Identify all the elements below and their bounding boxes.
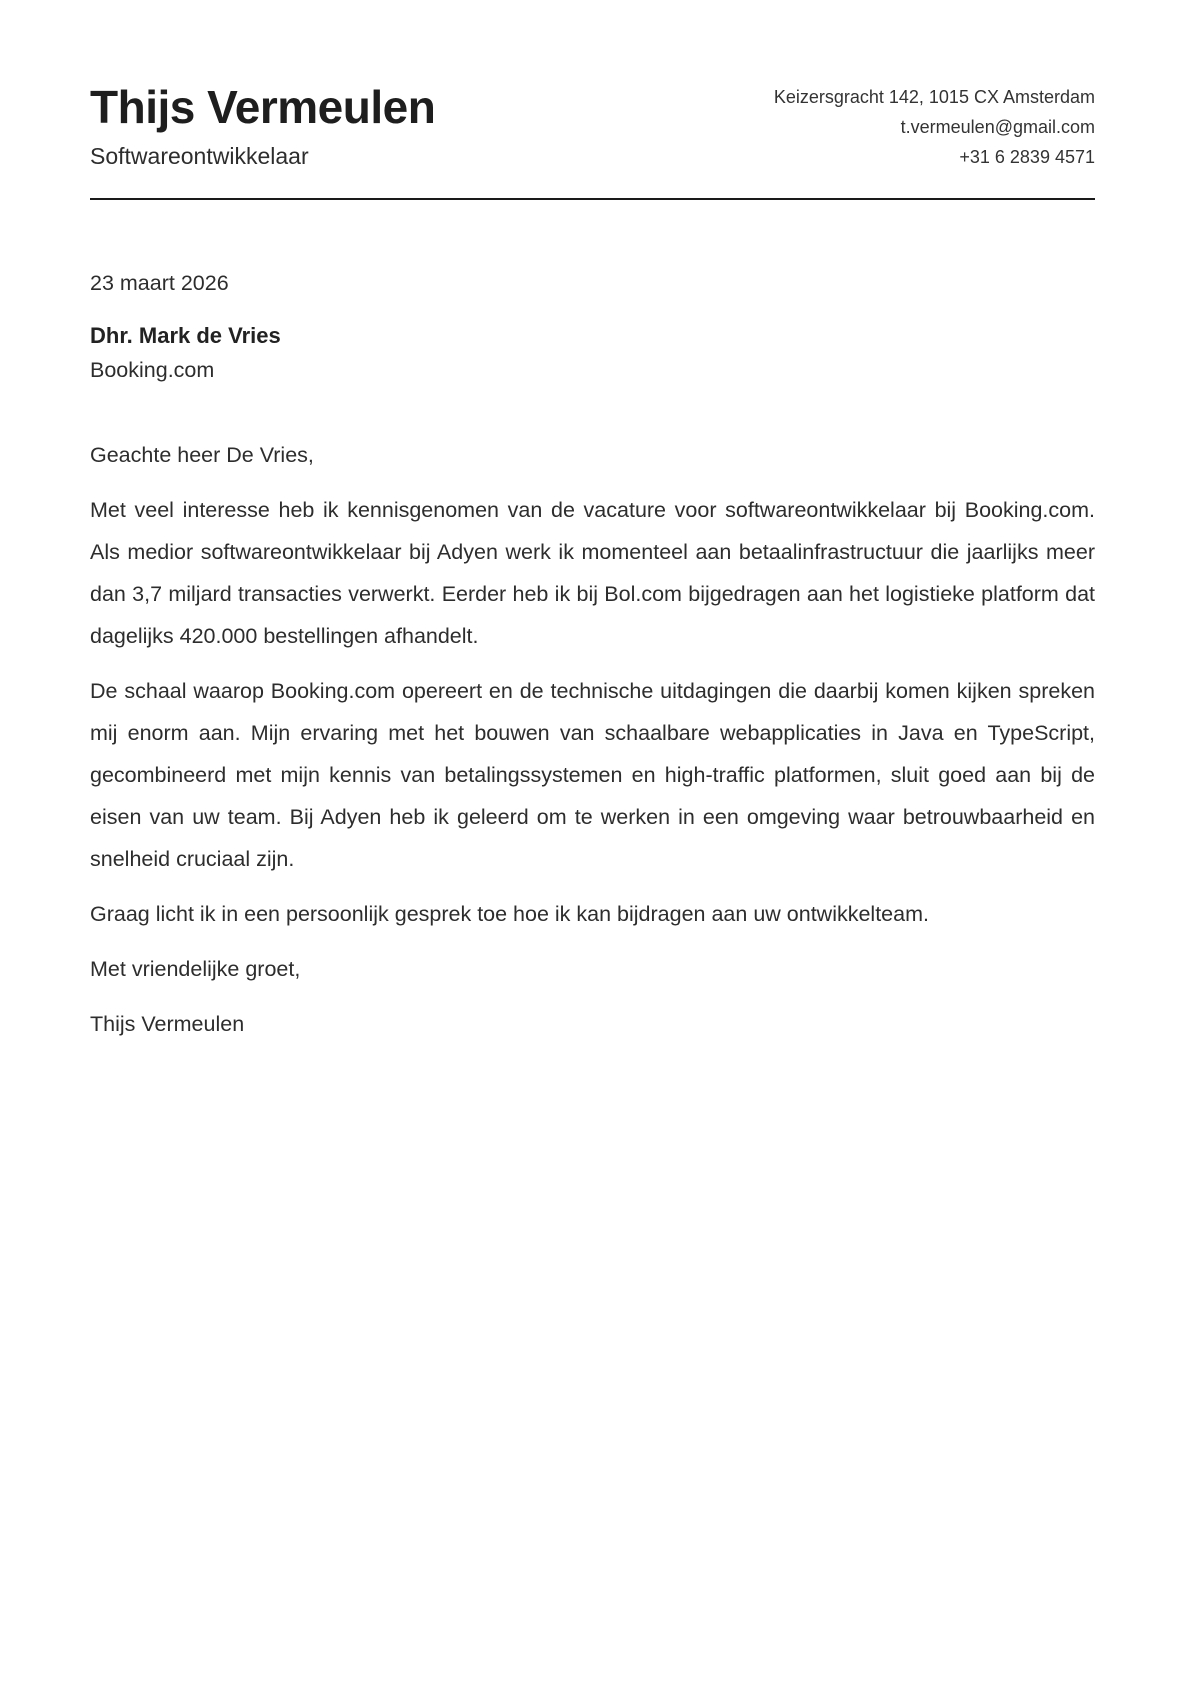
recipient-block <box>90 318 1095 388</box>
body-paragraph: Met veel interesse heb ik kennisgenomen van de vacature voor softwareontwikkelaar bij Booking.com. Als medior softwareontwikkelaar bij Adyen werk ik momenteel aan betaalinfrastructuur die jaarlijks meer dan 3,7 miljard transacties verwerkt. Eerder heb ik bij Bol.com bijgedragen aan het logistieke platform dat dagelijks 420.000 bestellingen afhandelt. <box>90 498 1095 648</box>
contact-email: t.vermeulen@gmail.com <box>900 117 1095 137</box>
contact-address: Keizersgracht 142, 1015 CX Amsterdam <box>773 87 1095 107</box>
sender-name: Thijs Vermeulen <box>90 81 436 133</box>
letter-body <box>90 434 1095 1045</box>
sender-job-title: Softwareontwikkelaar <box>90 142 309 169</box>
header-divider <box>90 198 1095 200</box>
letterhead <box>90 76 1095 172</box>
letter-date: 23 maart 2026 <box>90 271 229 295</box>
recipient-company: Booking.com <box>90 358 215 382</box>
recipient-name: Dhr. Mark de Vries <box>90 323 281 348</box>
signature: Thijs Vermeulen <box>90 1012 245 1036</box>
body-paragraph: Graag licht ik in een persoonlijk gesprek toe hoe ik kan bijdragen aan uw ontwikkelteam. <box>90 902 929 926</box>
salutation: Geachte heer De Vries, <box>90 443 314 467</box>
closing: Met vriendelijke groet, <box>90 957 301 981</box>
sender-block <box>90 76 435 170</box>
contact-block <box>774 82 1095 172</box>
body-paragraph: De schaal waarop Booking.com opereert en de technische uitdagingen die daarbij komen kijken spreken mij enorm aan. Mijn ervaring met het bouwen van schaalbare webapplicaties in Java en TypeScript, gecombineerd met mijn kennis van betalingssystemen en high-traffic platformen, sluit goed aan bij de eisen van uw team. Bij Adyen heb ik geleerd om te werken in een omgeving waar betrouwbaarheid en snelheid cruciaal zijn. <box>90 679 1095 871</box>
contact-phone: +31 6 2839 4571 <box>959 147 1095 167</box>
